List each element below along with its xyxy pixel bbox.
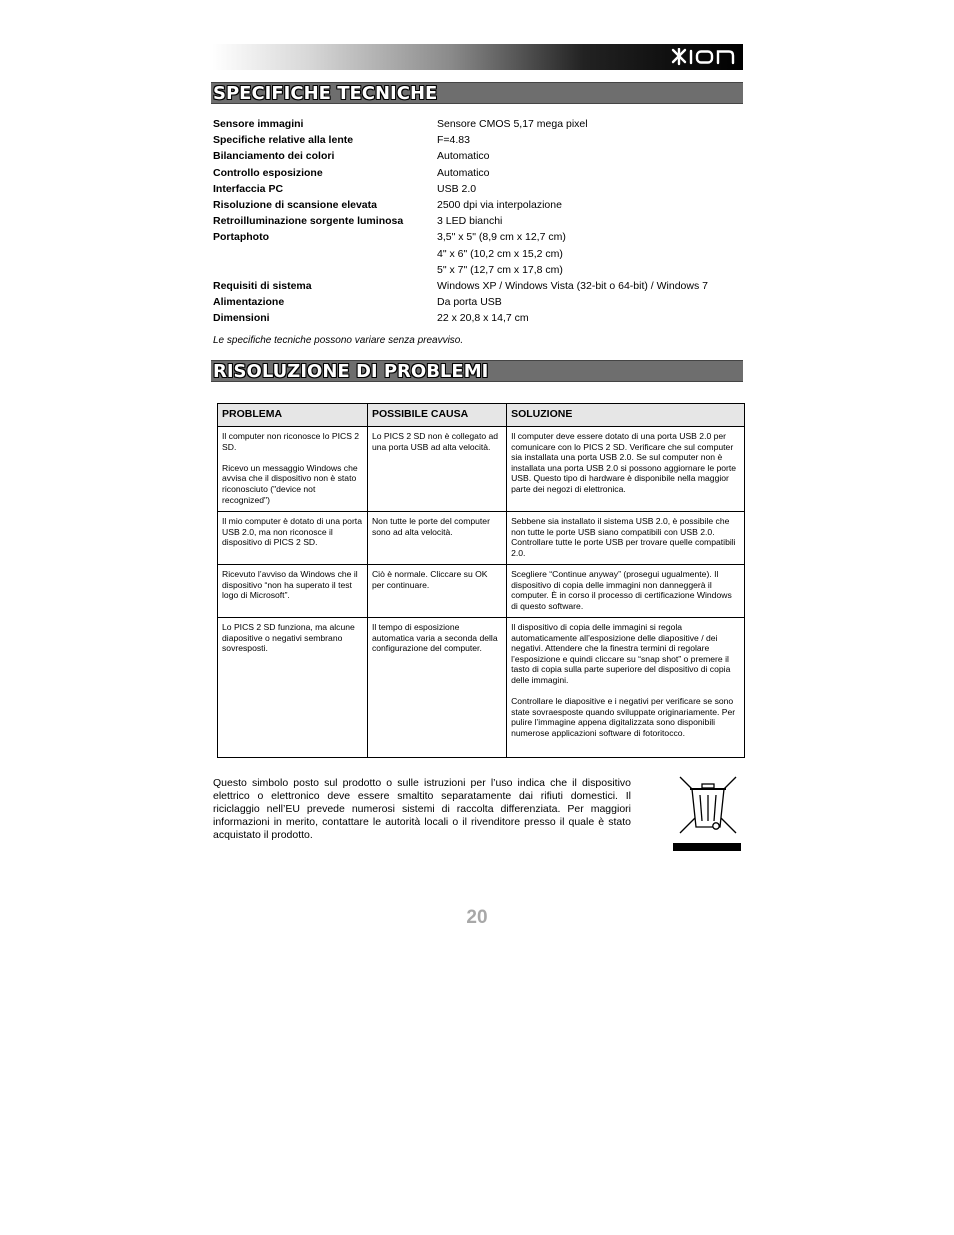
troubleshooting-table bbox=[217, 403, 745, 758]
spec-value: F=4.83 bbox=[437, 134, 470, 147]
header-solution: SOLUZIONE bbox=[507, 404, 745, 427]
weee-bar bbox=[673, 843, 741, 851]
spec-value: Da porta USB bbox=[437, 296, 502, 309]
spec-value: 3 LED bianchi bbox=[437, 215, 503, 228]
solution-text: Sebbene sia installato il sistema USB 2.0, è possibile che non tutte le porte USB siano compatibili con USB 2.0. Controllare tutte le porte USB per trovare quelle compatibili 2.0. bbox=[511, 516, 736, 558]
table-row bbox=[218, 427, 745, 512]
spec-values bbox=[437, 197, 743, 213]
spec-value: Sensore CMOS 5,17 mega pixel bbox=[437, 118, 588, 130]
cell-solution bbox=[507, 427, 745, 512]
cause-text: Il tempo di esposizione automatica varia a seconda della configurazione del computer. bbox=[371, 622, 498, 654]
cell-problem bbox=[218, 512, 368, 565]
spec-value: 22 x 20,8 x 14,7 cm bbox=[437, 312, 529, 325]
spec-value: Windows XP / Windows Vista (32-bit o 64-bit) / Windows 7 bbox=[437, 280, 708, 293]
problem-text: Il mio computer è dotato di una porta USB 2.0, ma non riconosce il dispositivo di PICS 2 SD. bbox=[222, 516, 362, 548]
spec-label: Risoluzione di scansione elevata bbox=[213, 199, 377, 212]
table-row bbox=[218, 512, 745, 565]
header-bar bbox=[212, 44, 743, 70]
problem-text: Lo PICS 2 SD funziona, ma alcune diapositive o negativi sembrano sovresposti. bbox=[222, 622, 355, 654]
spec-row bbox=[213, 197, 743, 213]
spec-values bbox=[437, 116, 743, 132]
spec-row bbox=[213, 294, 743, 310]
solution-text: Scegliere “Continue anyway” (prosegui ugualmente). Il dispositivo di copia delle immagini non danneggerà il computer. È in corso il processo di certificazione Windows di questo software. bbox=[511, 569, 732, 611]
cause-text: Non tutte le porte del computer sono ad alta velocità. bbox=[371, 516, 490, 537]
spec-value: 2500 dpi via interpolazione bbox=[437, 199, 562, 212]
cause-text: Ciò è normale. Cliccare su OK per continuare. bbox=[371, 569, 488, 590]
cell-problem bbox=[218, 427, 368, 512]
ion-logo bbox=[671, 47, 739, 67]
spec-row bbox=[213, 310, 743, 326]
spec-label: Sensore immagini bbox=[213, 118, 304, 130]
cell-cause bbox=[367, 512, 506, 565]
specs-note: Le specifiche tecniche possono variare senza preavviso. bbox=[213, 335, 464, 346]
spec-value: 3,5" x 5" (8,9 cm x 12,7 cm) bbox=[437, 231, 566, 244]
cell-cause bbox=[367, 565, 506, 618]
cell-problem bbox=[218, 618, 368, 758]
spec-row bbox=[213, 165, 743, 181]
spec-label: Controllo esposizione bbox=[213, 166, 323, 179]
spec-row bbox=[213, 148, 743, 164]
spec-label: Requisiti di sistema bbox=[213, 280, 312, 293]
solution-text: Controllare le diapositive e i negativi per verificare se sono state sovraesposte quando sviluppate originariamente. Per pulire l’immagine appena digitalizzata sono disponibili numerose applicazioni software di fotoritocco. bbox=[511, 696, 736, 738]
spec-value: 5" x 7" (12,7 cm x 17,8 cm) bbox=[437, 263, 563, 276]
cell-problem bbox=[218, 565, 368, 618]
crossed-out-wheelie-bin-icon bbox=[676, 775, 740, 840]
cell-solution bbox=[507, 565, 745, 618]
spec-value: USB 2.0 bbox=[437, 182, 477, 195]
spec-label: Retroilluminazione sorgente luminosa bbox=[213, 215, 404, 228]
spec-row bbox=[213, 213, 743, 229]
page-number: 20 bbox=[466, 907, 488, 928]
cell-cause bbox=[367, 427, 506, 512]
spec-label: Interfaccia PC bbox=[213, 182, 284, 195]
spec-values bbox=[437, 278, 743, 294]
table-header-row bbox=[218, 404, 745, 427]
spec-values bbox=[437, 213, 743, 229]
solution-text: Il computer deve essere dotato di una porta USB 2.0 per comunicare con lo PICS 2 SD. Verificare che sul computer sia installata una porta USB 2.0. Se sul computer non è installata una porta USB 2.0 si possono aggiornare le porte USB. Questo tipo di hardware è disponibile nella maggior parte dei negozi di elettronica. bbox=[511, 431, 737, 494]
specs-section-title bbox=[211, 82, 743, 104]
weee-notice: Questo simbolo posto sul prodotto o sulle istruzioni per l’uso indica che il dispositivo elettrico o elettronico deve essere smaltito separatamente dai rifiuti domestici. Il riciclaggio nell’EU prevede numerosi sistemi di raccolta differenziata. Per maggiori informazioni in merito, contattare le autorità locali o il rivenditore presso il quale è stato acquistato il prodotto. bbox=[213, 777, 631, 841]
spec-values bbox=[437, 181, 743, 197]
spec-row bbox=[213, 181, 743, 197]
problem-text: Ricevuto l’avviso da Windows che il dispositivo “non ha superato il test logo di Microsoft”. bbox=[222, 569, 358, 601]
spec-values bbox=[437, 165, 743, 181]
spec-value: Automatico bbox=[437, 166, 490, 179]
cause-text: Lo PICS 2 SD non è collegato ad una porta USB ad alta velocità. bbox=[371, 431, 499, 452]
spec-values bbox=[437, 148, 743, 164]
problem-text: Il computer non riconosce lo PICS 2 SD. bbox=[222, 431, 360, 452]
spec-value: 4" x 6" (10,2 cm x 15,2 cm) bbox=[437, 247, 563, 260]
spec-label: Alimentazione bbox=[213, 296, 285, 309]
cell-solution bbox=[507, 512, 745, 565]
spec-label: Specifiche relative alla lente bbox=[213, 134, 354, 147]
spec-row bbox=[213, 229, 743, 278]
spec-label: Dimensioni bbox=[213, 312, 270, 325]
spec-label: Portaphoto bbox=[213, 231, 269, 244]
specs-title-text: SPECIFICHE TECNICHE bbox=[213, 83, 438, 104]
table-row bbox=[218, 618, 745, 758]
header-cause: POSSIBILE CAUSA bbox=[367, 404, 506, 427]
spec-row bbox=[213, 116, 743, 132]
spec-values bbox=[437, 132, 743, 148]
spec-values bbox=[437, 310, 743, 326]
spec-row bbox=[213, 132, 743, 148]
specs-list bbox=[213, 116, 743, 327]
trouble-title-text: RISOLUZIONE DI PROBLEMI bbox=[213, 361, 489, 382]
spec-row bbox=[213, 278, 743, 294]
cell-solution bbox=[507, 618, 745, 758]
spec-label: Bilanciamento dei colori bbox=[213, 150, 335, 163]
cell-cause bbox=[367, 618, 506, 758]
spec-values bbox=[437, 294, 743, 310]
table-row bbox=[218, 565, 745, 618]
header-problem: PROBLEMA bbox=[218, 404, 368, 427]
trouble-section-title bbox=[211, 360, 743, 382]
ion-logo-icon bbox=[671, 48, 739, 66]
solution-text: Il dispositivo di copia delle immagini si regola automaticamente all’esposizione delle diapositive / dei negativi. Attendere che la finestra termini di regolare l’esposizione e quindi cliccare su “snap shot” o premere il tasto di copia sulla parte superiore del dispositivo di copia delle immagini. bbox=[511, 622, 731, 685]
problem-text: Ricevo un messaggio Windows che avvisa che il dispositivo non è stato riconosciuto ("device not recognized") bbox=[222, 462, 358, 505]
spec-values bbox=[437, 229, 743, 278]
spec-value: Automatico bbox=[437, 150, 490, 163]
